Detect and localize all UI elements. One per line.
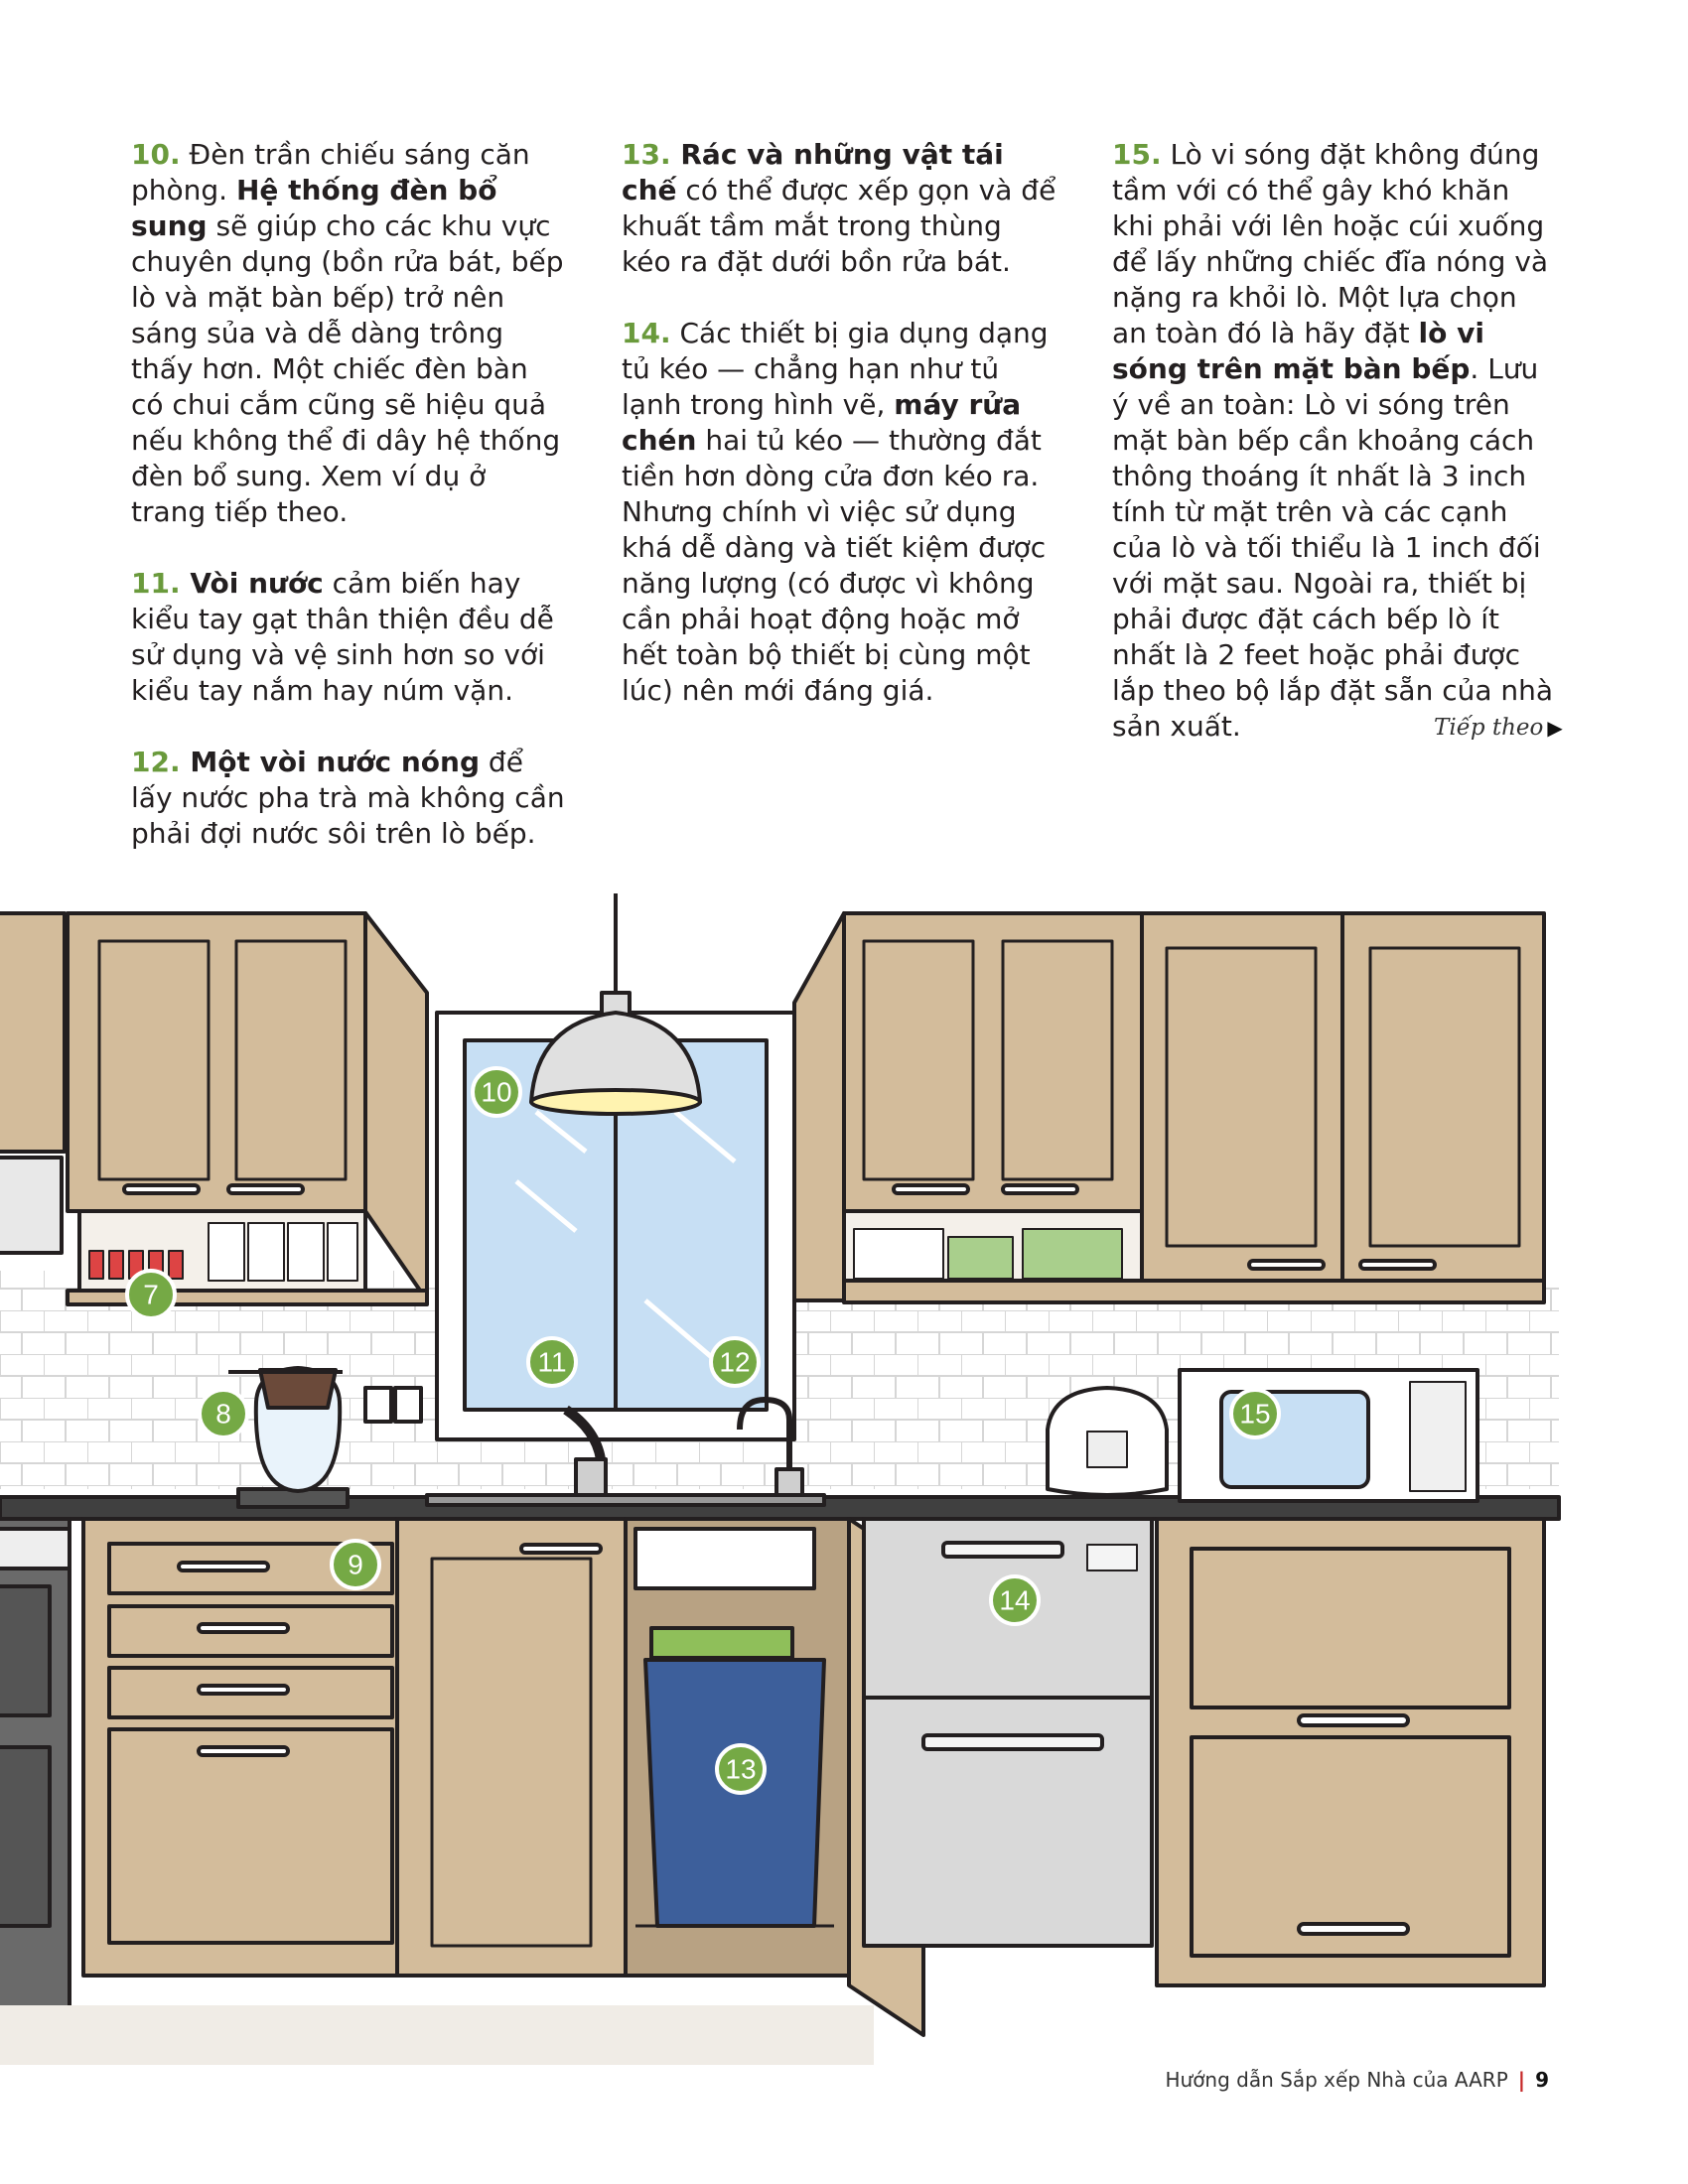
svg-text:7: 7 [143, 1279, 159, 1310]
item-13: 13. Rác và những vật tái chế có thể được xếp gọn và để khuất tầm mắt trong thùng kéo ra đặt dưới bồn rửa bát. [622, 138, 1056, 278]
text-column-3 [1112, 137, 1559, 780]
svg-text:14: 14 [999, 1584, 1031, 1616]
badge-14 [991, 1576, 1039, 1624]
range-hood [0, 1158, 62, 1253]
item-15: 15. Lò vi sóng đặt không đúng tầm với có thể gây khó khăn khi phải với lên hoặc cúi xuống để lấy những chiếc đĩa nóng và nặng ra khỏi lò. Một lựa chọn an toàn đó là hãy đặt lò vi sóng trên mặt bàn bếp. Lưu ý về an toàn: Lò vi sóng trên mặt bàn bếp cần khoảng cách thông thoáng ít nhất là 3 inch tính từ mặt trên và các cạnh của lò và tối thiểu là 1 inch đối với mặt sau. Ngoài ra, thiết bị phải được đặt cách bếp lò ít nhất là 2 feet hoặc phải được lắp theo bộ lắp đặt sẵn của nhà sản xuất. [1112, 138, 1554, 743]
item-14: 14. Các thiết bị gia dụng dạng tủ kéo — chẳng hạn như tủ lạnh trong hình vẽ, máy rửa chén hai tủ kéo — thường đắt tiền hơn dòng cửa đơn kéo ra. Nhưng chính vì việc sử dụng khá dễ dàng và tiết kiệm được năng lượng (có được vì không cần phải hoạt động hoặc mở hết toàn bộ thiết bị cùng một lúc) nên mới đáng giá. [622, 317, 1049, 707]
badge-15 [1231, 1390, 1279, 1437]
triangle-right-icon: ▶ [1547, 716, 1563, 740]
text-column-1 [131, 137, 568, 887]
svg-text:10: 10 [481, 1076, 512, 1108]
item-12: 12. Một vòi nước nóng để lấy nước pha trà mà không cần phải đợi nước sôi trên lò bếp. [131, 746, 565, 850]
next-page-link[interactable]: Tiếp theo ▶ [1434, 715, 1563, 741]
page-number: 9 [1535, 2068, 1549, 2092]
svg-text:9: 9 [348, 1549, 363, 1580]
item-10: 10. Đèn trần chiếu sáng căn phòng. Hệ thống đèn bổ sung sẽ giúp cho các khu vực chuyên dụng (bồn rửa bát, bếp lò và mặt bàn bếp) trở nên sáng sủa và dễ dàng trông thấy hơn. Một chiếc đèn bàn có chui cắm cũng sẽ hiệu quả nếu không thể đi dây hệ thống đèn bổ sung. Xem ví dụ ở trang tiếp theo. [131, 138, 564, 528]
page-footer: Hướng dẫn Sắp xếp Nhà của AARP | 9 [1165, 2068, 1549, 2092]
kitchen-illustration [0, 884, 1688, 2065]
badge-11 [528, 1338, 576, 1386]
svg-text:8: 8 [215, 1398, 231, 1430]
outlet-switch [395, 1388, 421, 1422]
footer-separator: | [1517, 2068, 1526, 2092]
text-column-2 [622, 137, 1058, 745]
lower-cabinet-door [397, 1519, 626, 1976]
rice-cooker [1048, 1388, 1167, 1495]
dishes [854, 1229, 1122, 1279]
svg-text:13: 13 [725, 1753, 757, 1785]
badge-9 [332, 1541, 379, 1588]
outlet [365, 1388, 391, 1422]
stove [0, 1519, 70, 2035]
pendant-light [531, 893, 700, 1114]
badge-13 [717, 1745, 765, 1793]
badge-12 [711, 1338, 759, 1386]
sink-rim [427, 1495, 824, 1505]
floor-rug [0, 2005, 874, 2065]
badge-7 [127, 1271, 175, 1318]
svg-text:12: 12 [719, 1346, 751, 1378]
svg-text:15: 15 [1239, 1398, 1271, 1430]
microwave [1180, 1370, 1477, 1501]
item-11: 11. Vòi nước cảm biến hay kiểu tay gạt thân thiện đều dễ sử dụng và vệ sinh hơn so với kiểu tay nắm hay núm vặn. [131, 567, 554, 707]
badge-8 [200, 1390, 247, 1437]
svg-text:11: 11 [537, 1346, 567, 1378]
lower-drawers-right [1157, 1519, 1544, 1985]
badge-10 [473, 1068, 520, 1116]
